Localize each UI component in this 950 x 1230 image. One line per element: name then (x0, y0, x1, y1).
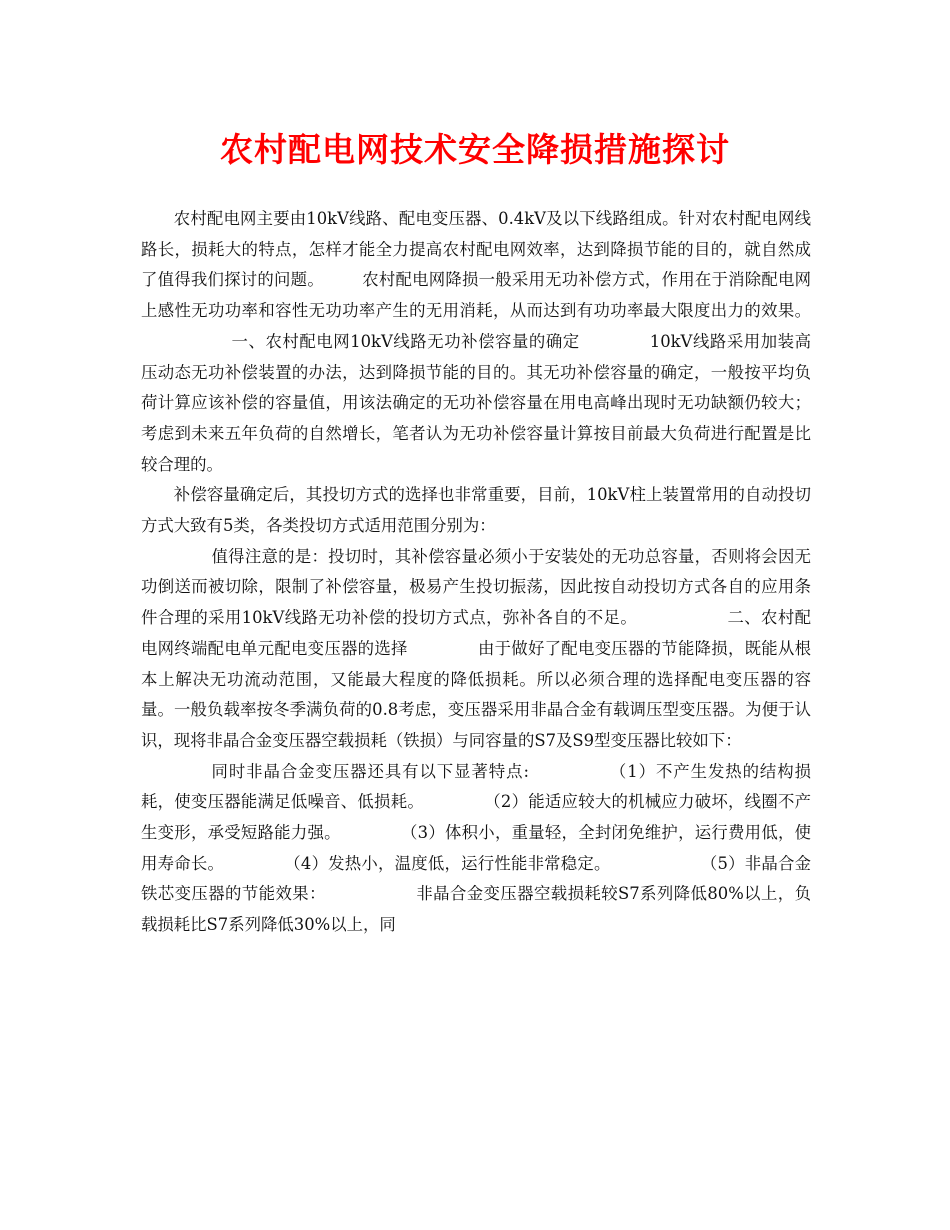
document-title: 农村配电网技术安全降损措施探讨 (220, 130, 730, 169)
paragraph-4-savings: 非晶合金变压器空载损耗较S7系列降低80%以上，负载损耗比S7系列降低30%以上，同 (141, 884, 812, 935)
paragraph-3-transformer: 由于做好了配电变压器的节能降损，既能从根本上解决无功流动范围，又能最大程度的降低损耗。所以必须合理的选择配电变压器的容量。一般负载率按冬季满负荷的0.8考虑，变压器采用非晶合金有载调压型变压器。为便于认识，现将非晶合金变压器空载损耗（铁损）与同容量的S7及S9型变压器比较如下： (141, 638, 812, 750)
paragraph-2 (141, 480, 811, 541)
paragraph-3 (141, 542, 811, 757)
document-body (141, 204, 811, 941)
feature-item-2: （2）能适应较大的机械应力破坏，线圈不产生变形，承受短路能力强。 (141, 792, 811, 843)
paragraph-1-capacity: 10kV线路采用加装高压动态无功补偿装置的办法，达到降损节能的目的。其无功补偿容量的确定，一般按平均负荷计算应该补偿的容量值，用该法确定的无功补偿容量在用电高峰出现时无功缺额仍较大；考虑到未来五年负荷的自然增长，笔者认为无功补偿容量计算按目前最大负荷进行配置是比较合理的。 (141, 331, 812, 474)
paragraph-3-note: 值得注意的是：投切时，其补偿容量必须小于安装处的无功总容量，否则将会因无功倒送而被切除，限制了补偿容量，极易产生投切振荡，因此按自动投切方式各自的应用条件合理的采用10kV线路无功补偿的投切方式点，弥补各自的不足。 (141, 546, 811, 628)
feature-item-5: （5）非晶合金铁芯变压器的节能效果： (141, 853, 811, 904)
feature-item-4: （4）发热小，温度低，运行性能非常稳定。 (284, 853, 611, 873)
paragraph-1-intro: 农村配电网主要由10kV线路、配电变压器、0.4kV及以下线路组成。针对农村配电网线路长，损耗大的特点，怎样才能全力提高农村配电网效率，达到降损节能的目的，就自然成了值得我们探讨的问题。 (141, 209, 811, 290)
paragraph-4 (141, 757, 811, 941)
paragraph-2-text: 补偿容量确定后，其投切方式的选择也非常重要，目前，10kV柱上装置常用的自动投切方式大致有5类，各类投切方式适用范围分别为： (141, 485, 811, 536)
section-heading-1: 一、农村配电网10kV线路无功补偿容量的确定 (231, 331, 580, 351)
paragraph-4-lead: 同时非晶合金变压器还具有以下显著特点: (211, 761, 529, 781)
paragraph-1 (141, 204, 811, 480)
section-heading-2: 二、农村配电网终端配电单元配电变压器的选择 (141, 608, 812, 658)
paragraph-1-compensation: 农村配电网降损一般采用无功补偿方式，作用在于消除配电网上感性无功功率和容性无功功率产生的无用消耗，从而达到有功功率最大限度出力的效果。 (141, 270, 812, 321)
feature-item-3: （3）体积小，重量轻，全封闭免维护，运行费用低，使用寿命长。 (141, 823, 812, 873)
feature-item-1: （1）不产生发热的结构损耗，使变压器能满足低噪音、低损耗。 (141, 761, 811, 812)
